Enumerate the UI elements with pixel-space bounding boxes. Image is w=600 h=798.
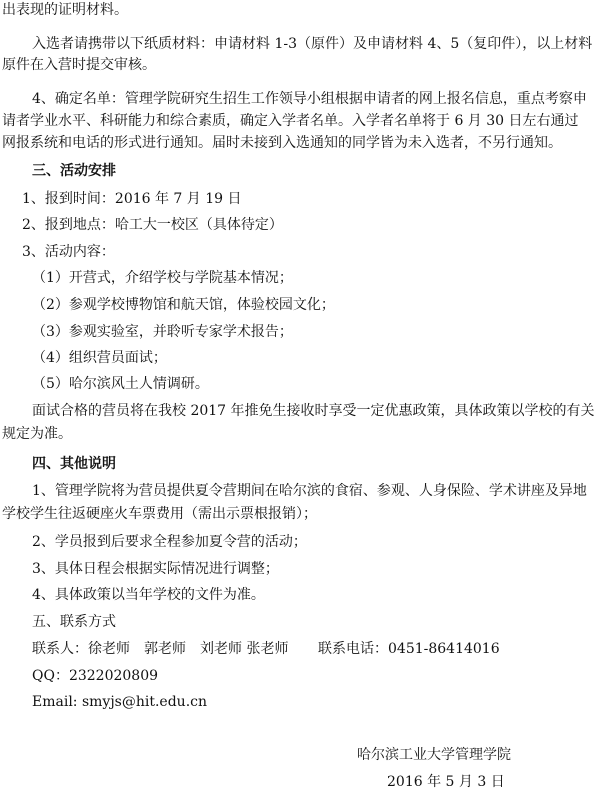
list-item: 1、报到时间：2016 年 7 月 19 日: [22, 191, 242, 207]
list-item: 4、具体政策以当年学校的文件为准。: [32, 587, 265, 603]
contact-persons: 联系人：徐老师 郭老师 刘老师 张老师: [32, 641, 289, 657]
contact-phone: 联系电话：0451-86414016: [318, 641, 500, 657]
section-heading-activities: 三、活动安排: [32, 163, 116, 179]
list-item: 1、管理学院将为营员提供夏令营期间在哈尔滨的食宿、参观、人身保险、学术讲座及异地: [32, 483, 587, 499]
list-item: 3、活动内容：: [22, 244, 115, 260]
activity-item: （5）哈尔滨风土人情调研。: [32, 376, 209, 392]
list-item: 3、具体日程会根据实际情况进行调整；: [32, 561, 279, 577]
text-line: 面试合格的营员将在我校 2017 年推免生接收时享受一定优惠政策，具体政策以学校的有关: [32, 403, 595, 419]
text-line: 原件在入营时提交审核。: [2, 57, 156, 73]
activity-item: （2）参观学校博物馆和航天馆，体验校园文化；: [32, 297, 335, 313]
text-line: 入选者请携带以下纸质材料：申请材料 1-3（原件）及申请材料 4、5（复印件），以上材料: [32, 36, 593, 52]
text-line: 规定为准。: [2, 426, 72, 442]
activity-item: （3）参观实验室，并聆听专家学术报告；: [32, 324, 293, 340]
signature-date: 2016 年 5 月 3 日: [387, 774, 505, 790]
activity-item: （4）组织营员面试；: [32, 350, 167, 366]
list-item: 学校学生往返硬座火车票费用（需出示票根报销）；: [2, 506, 317, 522]
text-line: 请者学业水平、科研能力和综合素质，确定入学者名单。入学者名单将于 6 月 30 日左右通过: [2, 113, 579, 129]
text-line: 4、确定名单：管理学院研究生招生工作领导小组根据申请者的网上报名信息，重点考察申: [32, 91, 587, 107]
text-line: 网报系统和电话的形式进行通知。届时未接到入选通知的同学皆为未入选者，不另行通知。: [2, 135, 562, 151]
list-item: 2、学员报到后要求全程参加夏令营的活动；: [32, 534, 307, 550]
activity-item: （1）开营式，介绍学校与学院基本情况；: [32, 270, 293, 286]
section-heading-contact: 五、联系方式: [32, 614, 116, 630]
list-item: 2、报到地点：哈工大一校区（具体待定）: [22, 217, 283, 233]
contact-qq: QQ：2322020809: [32, 668, 159, 684]
contact-email: Email: smyjs@hit.edu.cn: [32, 694, 207, 710]
signature-org: 哈尔滨工业大学管理学院: [357, 747, 511, 763]
section-heading-other: 四、其他说明: [32, 456, 116, 472]
text-line: 出表现的证明材料。: [2, 2, 128, 18]
